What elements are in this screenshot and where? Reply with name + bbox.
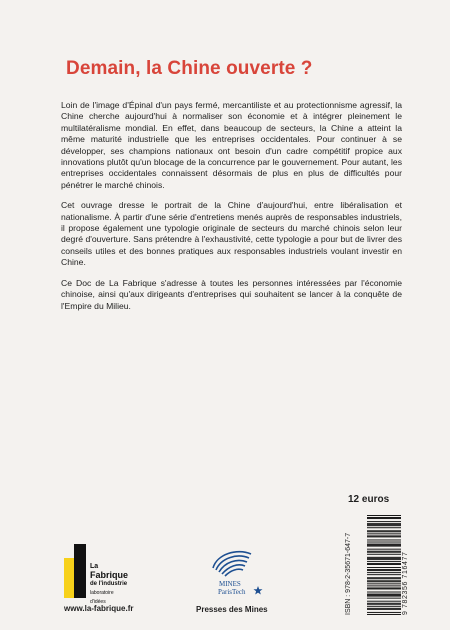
la-fabrique-logo xyxy=(64,544,130,605)
la-fabrique-wordmark xyxy=(90,562,130,607)
paragraph: Cet ouvrage dresse le portrait de la Chine d'aujourd'hui, entre libéralisation et nationalisme. À partir d'une série d'entretiens menés auprès de responsables industriels, il propose également une typologie originale de secteurs du marché chinois selon leur degré d'ouverture. Sans prétendre à l'exhaustivité, cette typologie a pour but de livrer des conseils utiles et des bonnes pratiques aux responsables industriels voulant investir en Chine. xyxy=(61,200,402,268)
isbn-text: ISBN : 978-2-35671-647-7 xyxy=(345,532,352,615)
star-icon xyxy=(254,586,263,595)
barcode-digits xyxy=(402,515,412,615)
book-title: Demain, la Chine ouverte ? xyxy=(66,58,313,79)
barcode-number: 9 782356 716477 xyxy=(402,551,409,615)
logo-line-2: Fabrique xyxy=(90,570,129,580)
fabrique-website-link[interactable]: www.la-fabrique.fr xyxy=(64,604,134,613)
logo-line-3: de l'industrie xyxy=(90,581,128,587)
publisher-name: Presses des Mines xyxy=(196,605,268,614)
mines-name-2: ParisTech xyxy=(218,588,246,596)
logo-line-4: laboratoire d'idées xyxy=(90,590,114,605)
price-label: 12 euros xyxy=(348,494,390,505)
barcode xyxy=(367,515,401,615)
isbn-label xyxy=(345,515,355,615)
mines-swirl-icon xyxy=(213,552,251,576)
logo-black-block xyxy=(74,544,86,598)
mines-name-1: MINES xyxy=(219,580,241,588)
logo-line-1: La xyxy=(90,563,99,570)
mines-paristech-logo xyxy=(203,546,267,598)
paragraph: Ce Doc de La Fabrique s'adresse à toutes les personnes intéressées par l'économie chinoise, ainsi qu'aux dirigeants d'entreprises qui souhaitent se lancer à la conquête de l'Empire du Milieu. xyxy=(61,277,402,311)
back-cover-text xyxy=(61,100,402,321)
paragraph: Loin de l'image d'Épinal d'un pays fermé, mercantiliste et au protectionnisme agressif, la Chine cherche aujourd'hui à normaliser son économie et à intégrer pleinement le multilatéralisme mondial. En effet, dans beaucoup de secteurs, la Chine a atteint la même maturité industrielle que les entreprises occidentales. Pour continuer à se développer, ses champions nationaux ont besoin d'un cadre compétitif propice aux innovations plutôt qu'un blocage de la concurrence par le gouvernement. Pour autant, les entreprises occidentales connaissent désormais de plus en plus de difficultés pour pénétrer le marché chinois. xyxy=(61,100,402,190)
logo-yellow-block xyxy=(64,558,74,598)
